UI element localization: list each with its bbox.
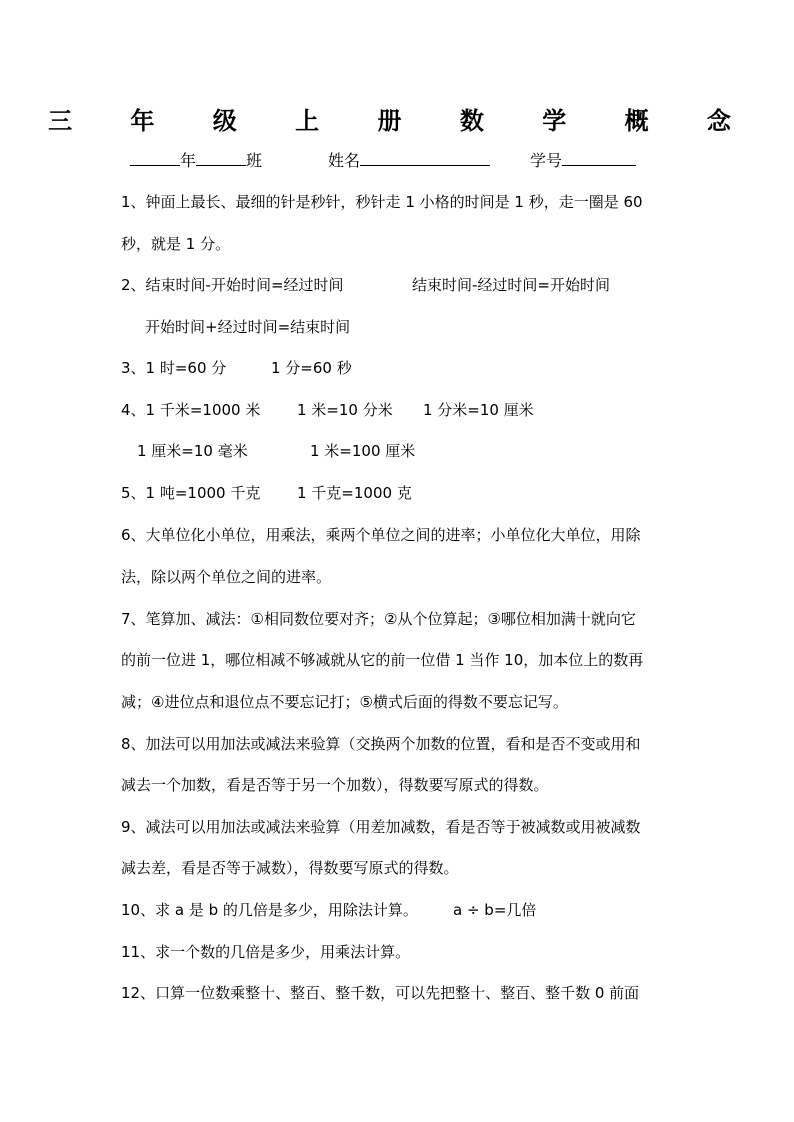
concept-4-formula-a: 4、1 千米=1000 米 <box>121 401 261 419</box>
grade-suffix: 年 <box>180 151 197 170</box>
concept-2-formula-b: 结束时间-经过时间=开始时间 <box>412 276 610 294</box>
concept-11-line-1: 11、求一个数的几倍是多少，用乘法计算。 <box>121 943 411 961</box>
concept-2-formula-a: 2、结束时间-开始时间=经过时间 <box>121 276 344 294</box>
name-blank[interactable] <box>360 148 490 166</box>
concept-8-line-1: 8、加法可以用加法或减法来验算（交换两个加数的位置，看和是否不变或用和 <box>121 735 641 753</box>
concept-4-formula-d: 1 厘米=10 毫米 <box>137 442 248 460</box>
student-id-blank[interactable] <box>562 148 636 166</box>
concept-5-formula-b: 1 千克=1000 克 <box>297 484 412 502</box>
concept-2-formula-c: 开始时间+经过时间=结束时间 <box>145 318 351 336</box>
page-title: 三 年 级 上 册 数 学 概 念 <box>48 107 756 135</box>
class-suffix: 班 <box>246 151 263 170</box>
concept-12-line-1: 12、口算一位数乘整十、整百、整千数，可以先把整十、整百、整千数 0 前面 <box>121 984 640 1002</box>
student-info-row <box>130 148 636 171</box>
concept-6-line-2: 法，除以两个单位之间的进率。 <box>121 568 332 586</box>
concept-9-line-1: 9、减法可以用加法或减法来验算（用差加减数，看是否等于被减数或用被减数 <box>121 818 641 836</box>
concept-7-line-1: 7、笔算加、减法：①相同数位要对齐；②从个位算起；③哪位相加满十就向它 <box>121 610 636 628</box>
concept-4-formula-c: 1 分米=10 厘米 <box>423 401 534 419</box>
concept-9-line-2: 减去差，看是否等于减数），得数要写原式的得数。 <box>121 859 459 877</box>
concept-8-line-2: 减去一个加数，看是否等于另一个加数），得数要写原式的得数。 <box>121 776 549 794</box>
name-label: 姓名 <box>328 151 361 170</box>
concept-6-line-1: 6、大单位化小单位，用乘法，乘两个单位之间的进率；小单位化大单位，用除 <box>121 526 641 544</box>
grade-blank[interactable] <box>130 148 180 166</box>
concept-5-formula-a: 5、1 吨=1000 千克 <box>121 484 261 502</box>
concept-4-formula-b: 1 米=10 分米 <box>297 401 393 419</box>
concept-1-line-2: 秒，就是 1 分。 <box>121 235 231 253</box>
concept-3-formula-b: 1 分=60 秒 <box>271 359 352 377</box>
concept-7-line-3: 减；④进位点和退位点不要忘记打；⑤横式后面的得数不要忘记写。 <box>121 693 568 711</box>
class-blank[interactable] <box>196 148 246 166</box>
concept-3-formula-a: 3、1 时=60 分 <box>121 359 227 377</box>
concept-1-line-1: 1、钟面上最长、最细的针是秒针，秒针走 1 小格的时间是 1 秒，走一圈是 60 <box>121 193 643 211</box>
concept-10-text: 10、求 a 是 b 的几倍是多少，用除法计算。 <box>121 901 418 919</box>
concept-10-formula: a ÷ b=几倍 <box>453 901 537 919</box>
concept-7-line-2: 的前一位进 1，哪位相减不够减就从它的前一位借 1 当作 10，加本位上的数再 <box>121 651 644 669</box>
student-id-label: 学号 <box>530 151 563 170</box>
concept-4-formula-e: 1 米=100 厘米 <box>310 442 416 460</box>
